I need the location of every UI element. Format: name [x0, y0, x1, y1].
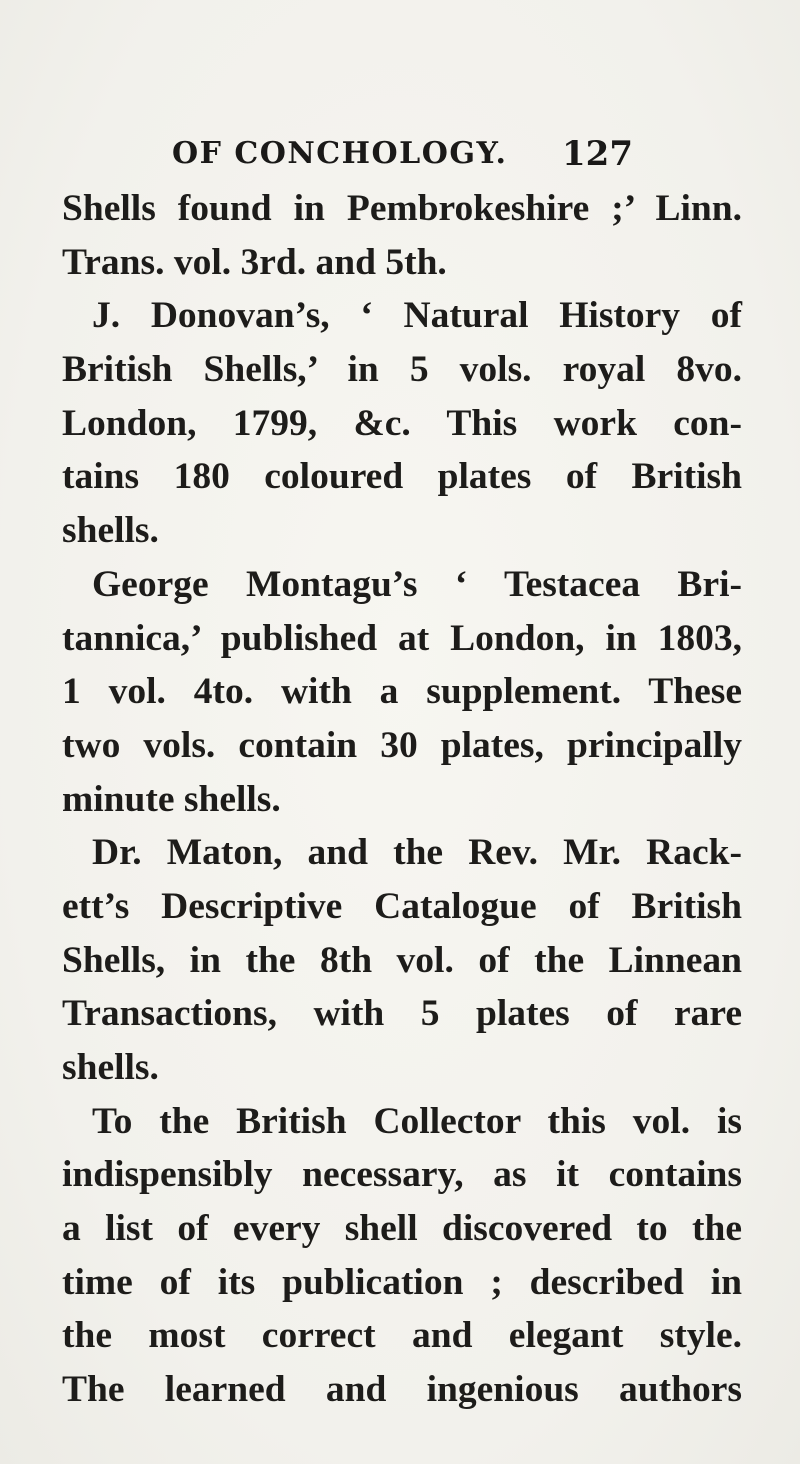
text-line: Trans. vol. 3rd. and 5th. — [62, 241, 447, 283]
text-line: To the British Collector this vol. is — [92, 1100, 742, 1142]
text-line: indispensibly necessary, as it contains — [62, 1154, 742, 1196]
body-text — [62, 182, 742, 1417]
text-line: Shells found in Pembrokeshire ;’ Linn. — [62, 188, 742, 229]
text-line: minute shells. — [62, 778, 281, 820]
running-head — [0, 136, 800, 186]
text-line: Shells, in the 8th vol. of the Linnean — [62, 939, 742, 981]
text-line: Dr. Maton, and the Rev. Mr. Rack- — [92, 832, 742, 874]
text-line: shells. — [62, 510, 159, 552]
text-line: British Shells,’ in 5 vols. royal 8vo. — [62, 349, 742, 391]
text-line: the most correct and elegant style. — [62, 1315, 742, 1357]
text-line: 1 vol. 4to. with a supplement. These — [62, 671, 742, 713]
text-line: a list of every shell discovered to the — [62, 1208, 742, 1250]
text-line: tannica,’ published at London, in 1803, — [62, 617, 742, 659]
text-line: London, 1799, &c. This work con- — [62, 402, 742, 444]
text-line: ett’s Descriptive Catalogue of British — [62, 885, 742, 927]
text-line: tains 180 coloured plates of British — [62, 456, 742, 498]
text-line: J. Donovan’s, ‘ Natural History of — [92, 295, 742, 337]
running-head-title: OF CONCHOLOGY. — [172, 136, 508, 171]
page-number: 127 — [562, 134, 633, 174]
text-line: The learned and ingenious authors — [62, 1369, 742, 1411]
text-line: Transactions, with 5 plates of rare — [62, 993, 742, 1035]
text-line: shells. — [62, 1047, 159, 1088]
text-line: two vols. contain 30 plates, principally — [62, 724, 742, 766]
text-line: George Montagu’s ‘ Testacea Bri- — [92, 563, 742, 605]
text-line: time of its publication ; described in — [62, 1261, 742, 1303]
